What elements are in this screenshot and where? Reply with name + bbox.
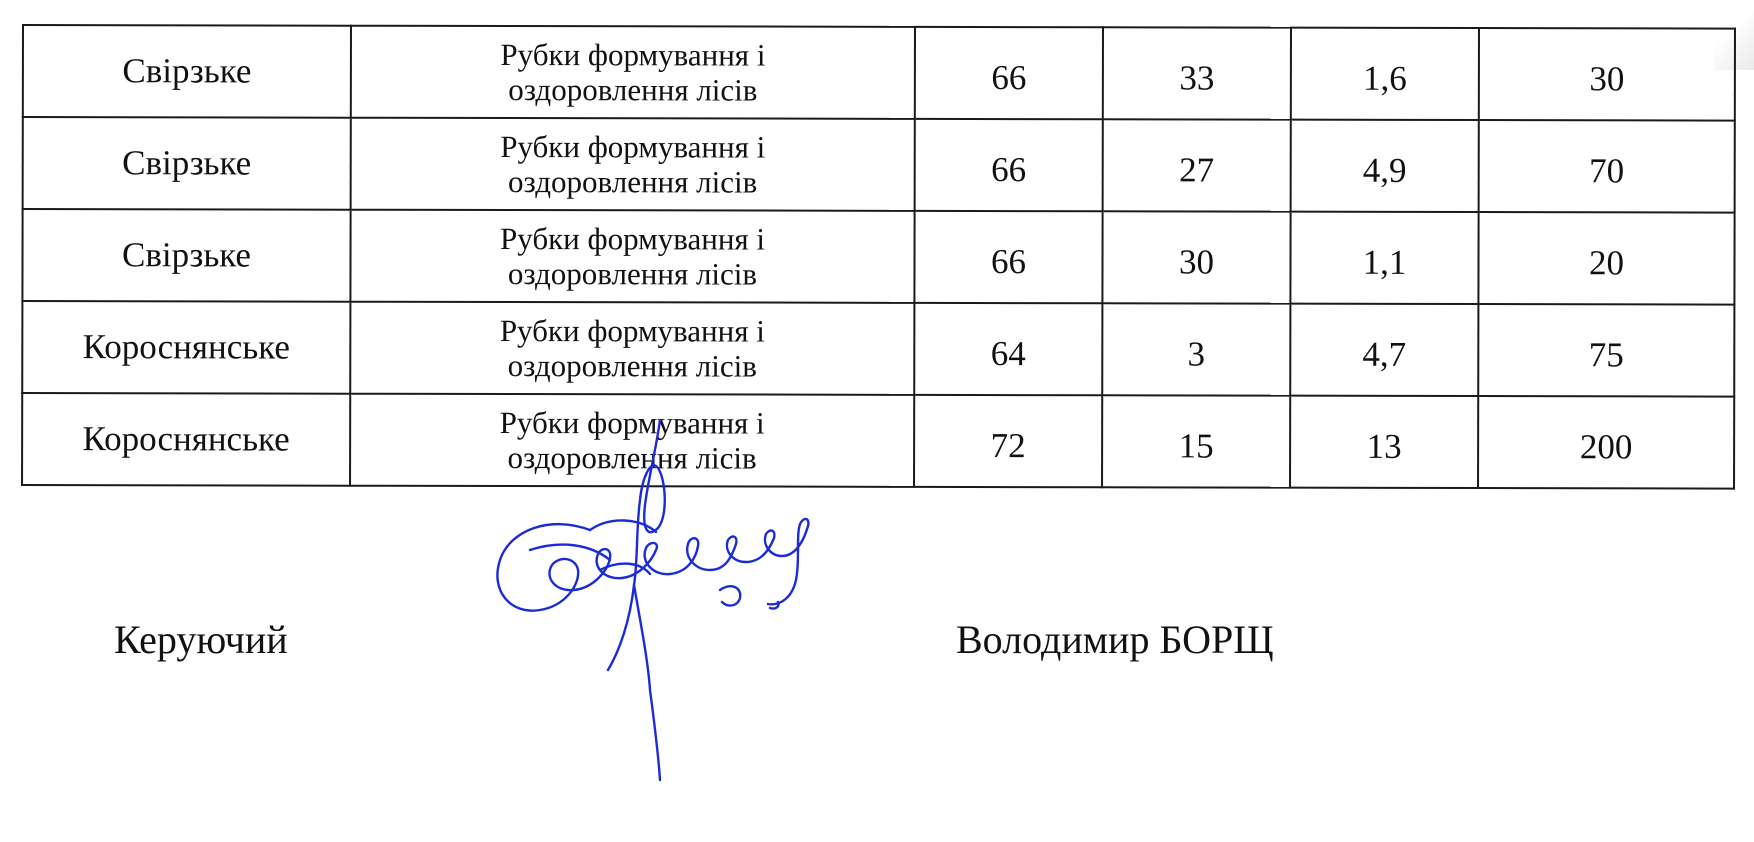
forestry-works-table (21, 24, 1736, 490)
forestry-cell: Короснянське (22, 393, 350, 486)
work-type-cell (350, 302, 914, 395)
volume-cell: 30 (1479, 28, 1735, 121)
work-type-line: оздоровлення лісів (507, 440, 757, 476)
table-row (23, 117, 1735, 213)
quarter-cell: 66 (915, 27, 1103, 119)
work-type-line: оздоровлення лісів (508, 164, 758, 200)
work-type-line: оздоровлення лісів (507, 256, 758, 292)
area-cell: 1,6 (1291, 28, 1479, 120)
signatory-title: Керуючий (114, 617, 288, 662)
work-type-cell (350, 394, 914, 487)
work-type-cell (350, 210, 914, 303)
area-cell: 1,1 (1290, 212, 1478, 304)
forestry-cell: Свірзьке (23, 25, 351, 118)
volume-cell: 20 (1478, 212, 1734, 305)
work-type-line: Рубки формування і (500, 129, 766, 165)
forestry-cell: Свірзьке (23, 117, 351, 210)
volume-cell: 70 (1479, 120, 1735, 213)
table-row (23, 25, 1735, 121)
volume-cell: 75 (1478, 304, 1734, 397)
table-row (22, 393, 1734, 489)
quarter-cell: 64 (914, 303, 1102, 395)
work-type-cell (351, 26, 915, 119)
area-cell: 4,7 (1290, 304, 1478, 396)
work-type-line: Рубки формування і (499, 221, 766, 257)
forestry-cell: Короснянське (22, 301, 350, 394)
quarter-cell: 66 (915, 119, 1103, 211)
work-type-line: оздоровлення лісів (508, 72, 758, 108)
work-type-line: оздоровлення лісів (507, 348, 757, 384)
volume-cell: 200 (1478, 396, 1734, 489)
section-cell: 27 (1103, 119, 1291, 211)
signatory-name: Володимир БОРЩ (956, 617, 1274, 662)
work-type-line: Рубки формування і (500, 37, 766, 73)
section-cell: 30 (1102, 211, 1290, 303)
quarter-cell: 66 (914, 211, 1102, 303)
work-type-line: Рубки формування і (499, 405, 765, 441)
quarter-cell: 72 (914, 395, 1102, 487)
table-row (22, 301, 1734, 397)
section-cell: 3 (1102, 303, 1290, 395)
section-cell: 15 (1102, 395, 1290, 487)
forestry-cell: Свірзьке (22, 209, 350, 302)
area-cell: 13 (1290, 396, 1478, 488)
section-cell: 33 (1103, 27, 1291, 119)
work-type-cell (351, 118, 915, 211)
work-type-line: Рубки формування і (499, 313, 765, 349)
table-row (22, 209, 1734, 305)
area-cell: 4,9 (1291, 120, 1479, 212)
